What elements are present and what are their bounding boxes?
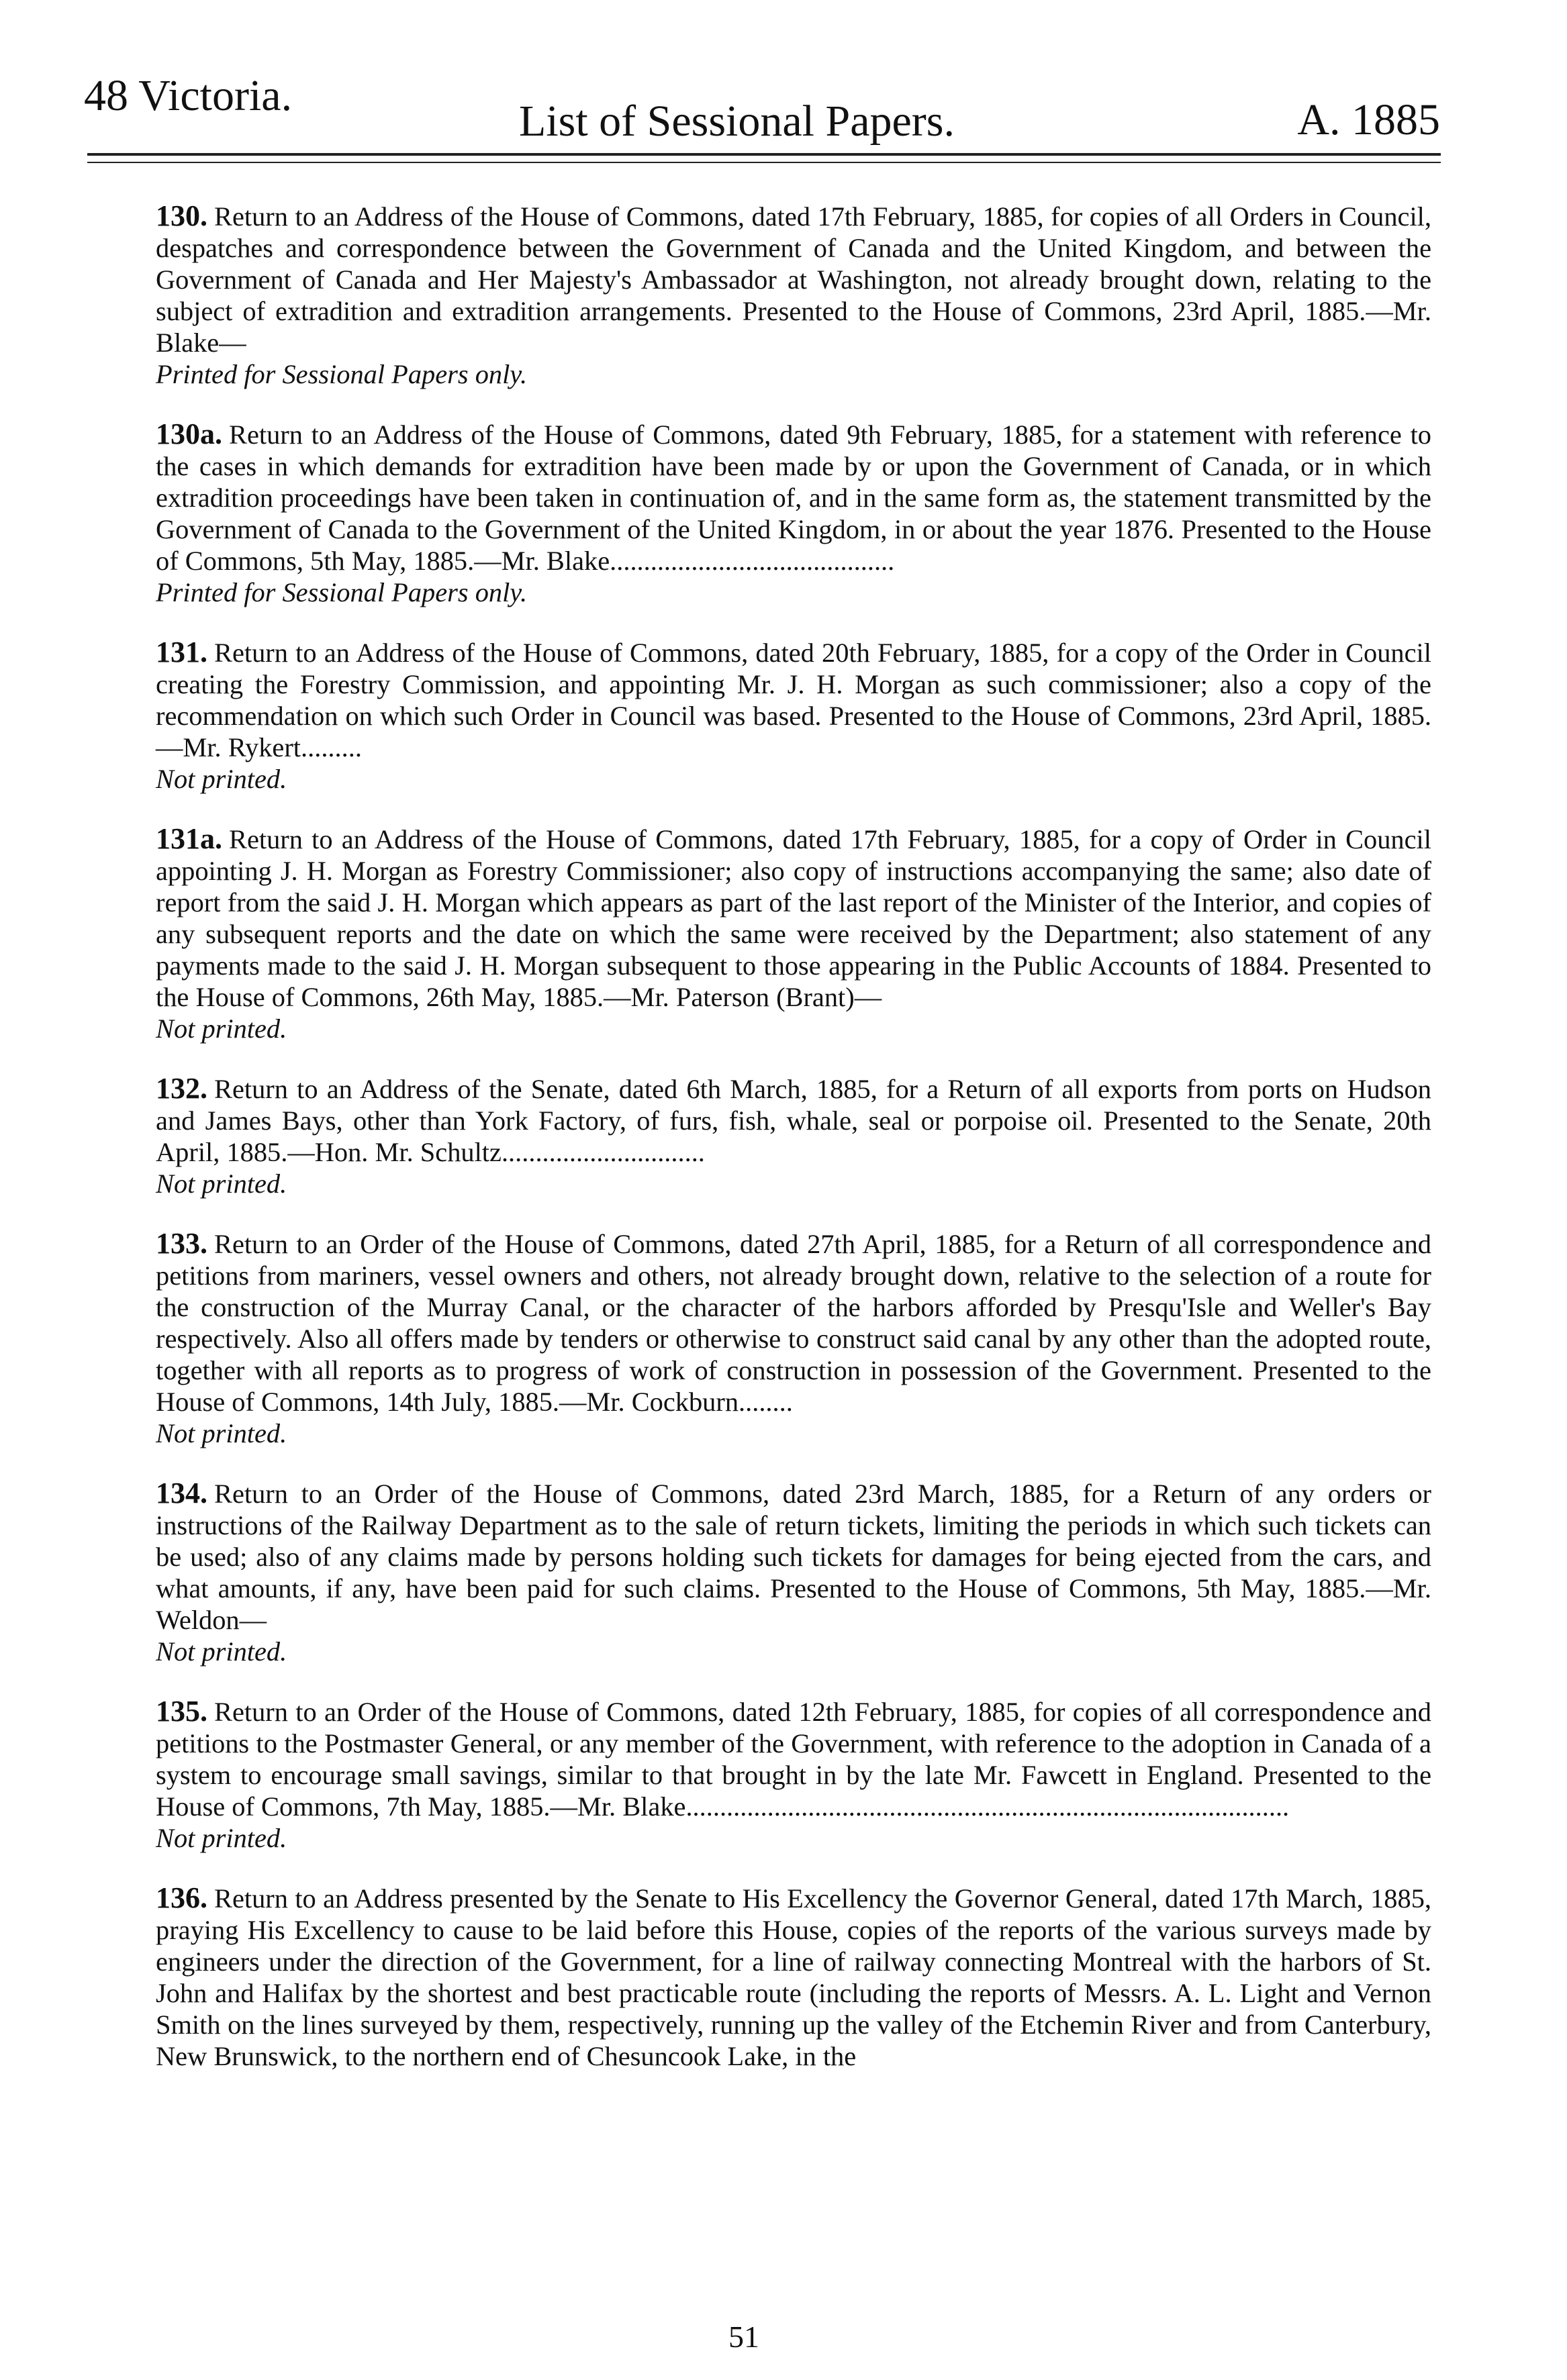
entry-number: 130a. [156,417,222,450]
page-folio: 51 [728,2320,759,2354]
paper-entry [156,418,1431,608]
header-title: List of Sessional Papers. [519,97,955,146]
entry-number: 130. [156,199,207,232]
paper-entry [156,1882,1431,2072]
header-year: A. 1885 [1297,95,1440,144]
running-header [84,64,1440,146]
header-regnal-year: 48 Victoria. [84,71,293,120]
entry-text: Return to an Address of the House of Commons, dated 17th February, 1885, for a copy of Order in Council appointing J. H. Morgan as Forestry Commissioner; also copy of instructions accompanying the same; also date of report from the said J. H. Morgan which appears as part of the last report of the Minister of the Interior, and copies of any subsequent reports and the date on which the same were received by the Department; also statement of any payments made to the said J. H. Morgan subsequent to those appearing in the Public Accounts of 1884. Presented to the House of Commons, 26th May, 1885.—Mr. Paterson (Brant)— [156,824,1431,1012]
paper-entry [156,823,1431,1044]
entry-number: 131a. [156,822,222,855]
paper-entry [156,1228,1431,1449]
entry-status: Not printed. [156,1636,287,1667]
paper-entry [156,1073,1431,1199]
entry-number: 131. [156,636,207,668]
header-rule-thin [87,162,1441,163]
entry-number: 133. [156,1227,207,1260]
entry-number: 134. [156,1477,207,1509]
entry-status: Printed for Sessional Papers only. [156,359,528,389]
header-rule-thick [87,153,1441,156]
entry-status: Not printed. [156,1013,287,1044]
entry-text: Return to an Order of the House of Commons, dated 12th February, 1885, for copies of all correspondence and petitions to the Postmaster General, or any member of the Government, with reference to the adoption in Canada of a system to encourage small savings, similar to that brought in by the late Mr. Fawcett in England. Presented to the House of Commons, 7th May, 1885.—Mr. Blake......................................................................................... [156,1697,1431,1822]
entry-text: Return to an Order of the House of Commons, dated 23rd March, 1885, for a Return of any orders or instructions of the Railway Department as to the sale of return tickets, limiting the periods in which such tickets can be used; also of any claims made by persons holding such tickets for damages for being ejected from the cars, and what amounts, if any, have been paid for such claims. Presented to the House of Commons, 5th May, 1885.—Mr. Weldon— [156,1479,1431,1635]
paper-entry [156,636,1431,795]
paper-entry [156,1477,1431,1667]
entry-text: Return to an Order of the House of Commons, dated 27th April, 1885, for a Return of all correspondence and petitions from mariners, vessel owners and others, not already brought down, relative to the selection of a route for the construction of the Murray Canal, or the character of the harbors afforded by Presqu'Isle and Weller's Bay respectively. Also all offers made by tenders or otherwise to construct said canal by any other than the adopted route, together with all reports as to progress of work of construction in possession of the Government. Presented to the House of Commons, 14th July, 1885.—Mr. Cockburn........ [156,1229,1431,1417]
entry-status: Not printed. [156,1169,287,1199]
paper-entry [156,200,1431,390]
entry-status: Not printed. [156,1418,287,1448]
entry-text: Return to an Address of the House of Commons, dated 9th February, 1885, for a statement with reference to the cases in which demands for extradition have been made by or upon the Government of Canada, or in which extradition proceedings have been taken in continuation of, and in the same form as, the statement transmitted by the Government of Canada to the Government of the United Kingdom, in or about the year 1876. Presented to the House of Commons, 5th May, 1885.—Mr. Blake.......................................... [156,419,1431,576]
entry-number: 135. [156,1695,207,1728]
entry-text: Return to an Address presented by the Senate to His Excellency the Governor General, dated 17th March, 1885, praying His Excellency to cause to be laid before this House, copies of the reports of the various surveys made by engineers under the direction of the Government, for a line of railway connecting Montreal with the harbors of St. John and Halifax by the shortest and best practicable route (including the reports of Messrs. A. L. Light and Vernon Smith on the lines surveyed by them, respectively, running up the valley of the Etchemin River and from Canterbury, New Brunswick, to the northern end of Chesuncook Lake, in the [156,1883,1431,2071]
entry-number: 136. [156,1881,207,1914]
entry-text: Return to an Address of the Senate, dated 6th March, 1885, for a Return of all exports from ports on Hudson and James Bays, other than York Factory, of furs, fish, whale, seal or porpoise oil. Presented to the Senate, 20th April, 1885.—Hon. Mr. Schultz.............................. [156,1074,1431,1167]
paper-entries [156,200,1431,2100]
entry-number: 132. [156,1072,207,1105]
entry-text: Return to an Address of the House of Commons, dated 20th February, 1885, for a copy of the Order in Council creating the Forestry Commission, and appointing Mr. J. H. Morgan as such commissioner; also a copy of the recommendation on which such Order in Council was based. Presented to the House of Commons, 23rd April, 1885.—Mr. Rykert......... [156,638,1431,762]
paper-entry [156,1695,1431,1854]
entry-text: Return to an Address of the House of Commons, dated 17th February, 1885, for copies of all Orders in Council, despatches and correspondence between the Government of Canada and the United Kingdom, and between the Government of Canada and Her Majesty's Ambassador at Washington, not already brought down, relating to the subject of extradition and extradition arrangements. Presented to the House of Commons, 23rd April, 1885.—Mr. Blake— [156,201,1431,358]
entry-status: Not printed. [156,764,287,794]
entry-status: Printed for Sessional Papers only. [156,577,528,607]
entry-status: Not printed. [156,1823,287,1853]
